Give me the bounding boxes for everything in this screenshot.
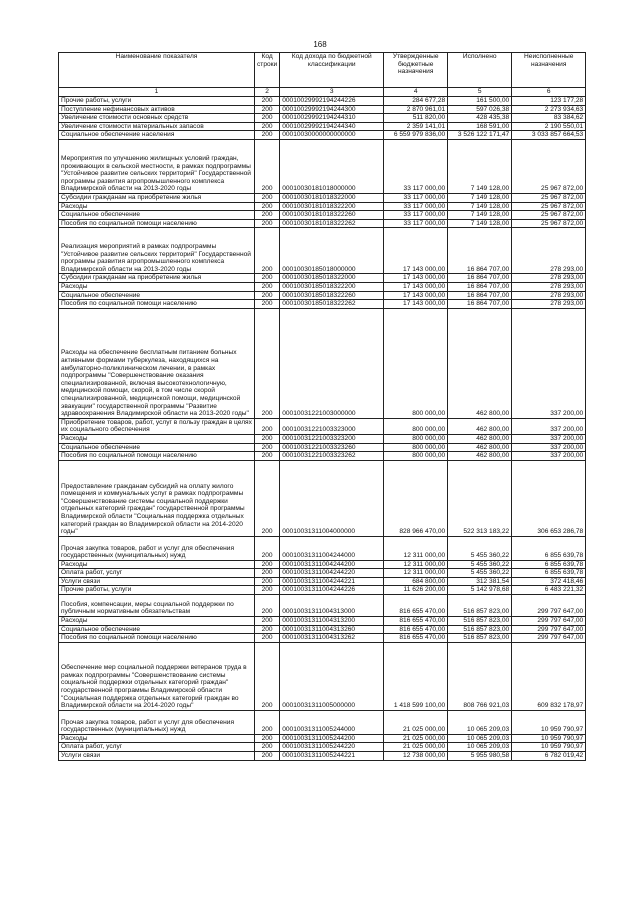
row-approved: 816 655 470,00 bbox=[384, 617, 448, 626]
row-approved: 511 820,00 bbox=[384, 114, 448, 123]
table-body bbox=[59, 97, 586, 761]
row-remaining: 25 967 872,00 bbox=[512, 202, 586, 211]
column-header-remaining: Неисполненные назначения bbox=[512, 53, 586, 88]
row-code: 200 bbox=[255, 202, 280, 211]
row-code: 200 bbox=[255, 560, 280, 569]
row-approved: 816 655 470,00 bbox=[384, 634, 448, 643]
row-approved: 816 655 470,00 bbox=[384, 625, 448, 634]
row-code: 200 bbox=[255, 536, 280, 560]
row-code: 200 bbox=[255, 586, 280, 595]
row-approved: 12 311 000,00 bbox=[384, 560, 448, 569]
row-kbk: 00010031311005244220 bbox=[280, 743, 384, 752]
row-executed: 462 800,00 bbox=[448, 308, 512, 418]
row-kbk: 00010030185018322200 bbox=[280, 282, 384, 291]
row-approved: 33 117 000,00 bbox=[384, 202, 448, 211]
row-name: Социальное обеспечение bbox=[59, 443, 255, 452]
row-remaining: 2 190 550,01 bbox=[512, 122, 586, 131]
row-code: 200 bbox=[255, 114, 280, 123]
row-remaining: 2 273 934,63 bbox=[512, 105, 586, 114]
row-code: 200 bbox=[255, 105, 280, 114]
row-approved: 2 359 141,01 bbox=[384, 122, 448, 131]
table-row bbox=[59, 282, 586, 291]
row-code: 200 bbox=[255, 274, 280, 283]
row-name: Расходы bbox=[59, 282, 255, 291]
row-code: 200 bbox=[255, 452, 280, 461]
row-approved: 17 143 000,00 bbox=[384, 300, 448, 309]
row-executed: 312 381,54 bbox=[448, 577, 512, 586]
row-remaining: 306 653 286,78 bbox=[512, 460, 586, 536]
row-executed: 16 864 707,00 bbox=[448, 274, 512, 283]
row-name: Услуги связи bbox=[59, 577, 255, 586]
row-kbk: 00010030181018322000 bbox=[280, 193, 384, 202]
table-row bbox=[59, 105, 586, 114]
row-name: Расходы на обеспечение бесплатным питанием больных активными формами туберкулеза, находящихся на амбулаторно-поликлиническом лечении, в рамках подпрограммы "Совершенствование оказания специализированной, включая высокотехнологичную, медицинской помощи, скорой, в том числе скорой специализированной, медицинской помощи, медицинской эвакуации" государственной программы "Развитие здравоохранения Владимирской области на 2013-2020 годы" bbox=[59, 308, 255, 418]
row-executed: 3 526 122 171,47 bbox=[448, 131, 512, 140]
row-approved: 33 117 000,00 bbox=[384, 211, 448, 220]
row-executed: 16 864 707,00 bbox=[448, 228, 512, 274]
row-kbk: 00010031311005244221 bbox=[280, 752, 384, 761]
row-approved: 11 626 200,00 bbox=[384, 586, 448, 595]
row-approved: 1 418 599 100,00 bbox=[384, 642, 448, 710]
row-kbk: 00010031221003323260 bbox=[280, 443, 384, 452]
table-row bbox=[59, 308, 586, 418]
row-code: 200 bbox=[255, 131, 280, 140]
row-kbk: 00010031311004313200 bbox=[280, 617, 384, 626]
row-approved: 800 000,00 bbox=[384, 308, 448, 418]
row-code: 200 bbox=[255, 193, 280, 202]
row-remaining: 337 200,00 bbox=[512, 443, 586, 452]
row-remaining: 278 293,00 bbox=[512, 274, 586, 283]
row-code: 200 bbox=[255, 228, 280, 274]
row-kbk: 00010030185018000000 bbox=[280, 228, 384, 274]
row-name: Поступление нефинансовых активов bbox=[59, 105, 255, 114]
row-executed: 5 955 980,58 bbox=[448, 752, 512, 761]
row-remaining: 278 293,00 bbox=[512, 300, 586, 309]
row-remaining: 278 293,00 bbox=[512, 291, 586, 300]
row-executed: 5 455 360,22 bbox=[448, 560, 512, 569]
row-executed: 10 065 209,03 bbox=[448, 710, 512, 734]
row-executed: 168 591,00 bbox=[448, 122, 512, 131]
row-kbk: 00010031221003000000 bbox=[280, 308, 384, 418]
row-remaining: 278 293,00 bbox=[512, 228, 586, 274]
row-code: 200 bbox=[255, 443, 280, 452]
row-code: 200 bbox=[255, 97, 280, 106]
row-executed: 10 065 209,03 bbox=[448, 734, 512, 743]
table-row bbox=[59, 434, 586, 443]
row-kbk: 00010029992194244300 bbox=[280, 105, 384, 114]
row-remaining: 337 200,00 bbox=[512, 418, 586, 434]
row-code: 200 bbox=[255, 734, 280, 743]
row-name: Оплата работ, услуг bbox=[59, 569, 255, 578]
row-remaining: 10 959 790,97 bbox=[512, 734, 586, 743]
row-name: Оплата работ, услуг bbox=[59, 743, 255, 752]
budget-report-table bbox=[58, 52, 586, 761]
row-kbk: 00010031311004244221 bbox=[280, 577, 384, 586]
row-remaining: 123 177,28 bbox=[512, 97, 586, 106]
row-kbk: 00010031311005244000 bbox=[280, 710, 384, 734]
table-row bbox=[59, 569, 586, 578]
row-executed: 16 864 707,00 bbox=[448, 282, 512, 291]
row-approved: 800 000,00 bbox=[384, 418, 448, 434]
table-row bbox=[59, 452, 586, 461]
row-code: 200 bbox=[255, 460, 280, 536]
row-name: Социальное обеспечение населения bbox=[59, 131, 255, 140]
row-name: Услуги связи bbox=[59, 752, 255, 761]
row-approved: 12 311 000,00 bbox=[384, 569, 448, 578]
row-kbk: 00010031311004313262 bbox=[280, 634, 384, 643]
row-name: Социальное обеспечение bbox=[59, 291, 255, 300]
row-approved: 33 117 000,00 bbox=[384, 219, 448, 228]
row-name: Пособия по социальной помощи населению bbox=[59, 300, 255, 309]
row-code: 200 bbox=[255, 710, 280, 734]
row-approved: 21 025 000,00 bbox=[384, 743, 448, 752]
row-executed: 516 857 823,00 bbox=[448, 617, 512, 626]
column-header-kbk: Код дохода по бюджетной классификации bbox=[280, 53, 384, 88]
row-approved: 800 000,00 bbox=[384, 434, 448, 443]
row-remaining: 10 959 790,97 bbox=[512, 743, 586, 752]
row-kbk: 00010031311004244000 bbox=[280, 536, 384, 560]
row-executed: 161 500,00 bbox=[448, 97, 512, 106]
row-code: 200 bbox=[255, 139, 280, 193]
table-row bbox=[59, 122, 586, 131]
column-number: 2 bbox=[255, 88, 280, 97]
row-code: 200 bbox=[255, 634, 280, 643]
table-row bbox=[59, 734, 586, 743]
row-executed: 516 857 823,00 bbox=[448, 625, 512, 634]
row-remaining: 6 483 221,32 bbox=[512, 586, 586, 595]
table-row bbox=[59, 586, 586, 595]
row-kbk: 00010029992194244226 bbox=[280, 97, 384, 106]
row-kbk: 00010030185018322262 bbox=[280, 300, 384, 309]
row-executed: 7 149 128,00 bbox=[448, 211, 512, 220]
column-header-executed: Исполнено bbox=[448, 53, 512, 88]
row-kbk: 00010031221003323200 bbox=[280, 434, 384, 443]
table-row bbox=[59, 418, 586, 434]
row-code: 200 bbox=[255, 569, 280, 578]
row-name: Социальное обеспечение bbox=[59, 625, 255, 634]
row-name: Расходы bbox=[59, 734, 255, 743]
row-code: 200 bbox=[255, 122, 280, 131]
row-executed: 10 065 209,03 bbox=[448, 743, 512, 752]
row-kbk: 00010030185018322260 bbox=[280, 291, 384, 300]
column-header-code: Код строки bbox=[255, 53, 280, 88]
row-approved: 284 677,28 bbox=[384, 97, 448, 106]
table-row bbox=[59, 752, 586, 761]
row-executed: 597 026,38 bbox=[448, 105, 512, 114]
table-row bbox=[59, 710, 586, 734]
table-row bbox=[59, 228, 586, 274]
row-kbk: 00010031311005244200 bbox=[280, 734, 384, 743]
row-name: Социальное обеспечение bbox=[59, 211, 255, 220]
column-number: 4 bbox=[384, 88, 448, 97]
row-kbk: 00010031221003323262 bbox=[280, 452, 384, 461]
row-kbk: 00010030181018322200 bbox=[280, 202, 384, 211]
row-approved: 800 000,00 bbox=[384, 443, 448, 452]
row-code: 200 bbox=[255, 625, 280, 634]
row-kbk: 00010030185018322000 bbox=[280, 274, 384, 283]
row-executed: 7 149 128,00 bbox=[448, 219, 512, 228]
row-approved: 828 966 470,00 bbox=[384, 460, 448, 536]
row-code: 200 bbox=[255, 211, 280, 220]
row-remaining: 25 967 872,00 bbox=[512, 211, 586, 220]
table-header-row bbox=[59, 53, 586, 88]
row-name: Субсидии гражданам на приобретение жилья bbox=[59, 193, 255, 202]
row-remaining: 83 384,62 bbox=[512, 114, 586, 123]
row-kbk: 00010029992194244310 bbox=[280, 114, 384, 123]
row-kbk: 00010030181018322262 bbox=[280, 219, 384, 228]
row-remaining: 372 418,46 bbox=[512, 577, 586, 586]
row-approved: 17 143 000,00 bbox=[384, 291, 448, 300]
row-name: Пособия по социальной помощи населению bbox=[59, 452, 255, 461]
row-kbk: 00010030181018000000 bbox=[280, 139, 384, 193]
row-remaining: 6 855 639,78 bbox=[512, 569, 586, 578]
row-remaining: 299 797 647,00 bbox=[512, 617, 586, 626]
row-executed: 462 800,00 bbox=[448, 443, 512, 452]
table-row bbox=[59, 560, 586, 569]
row-kbk: 00010030000000000000 bbox=[280, 131, 384, 140]
row-code: 200 bbox=[255, 577, 280, 586]
column-number: 5 bbox=[448, 88, 512, 97]
column-number: 3 bbox=[280, 88, 384, 97]
row-name: Прочая закупка товаров, работ и услуг для обеспечения государственных (муниципальных) нужд bbox=[59, 710, 255, 734]
row-name: Субсидии гражданам на приобретение жилья bbox=[59, 274, 255, 283]
row-name: Расходы bbox=[59, 560, 255, 569]
table-row bbox=[59, 202, 586, 211]
row-remaining: 25 967 872,00 bbox=[512, 139, 586, 193]
table-row bbox=[59, 577, 586, 586]
row-executed: 7 149 128,00 bbox=[448, 139, 512, 193]
row-executed: 516 857 823,00 bbox=[448, 595, 512, 617]
page-number: 168 bbox=[313, 40, 327, 49]
row-code: 200 bbox=[255, 617, 280, 626]
row-executed: 522 313 183,22 bbox=[448, 460, 512, 536]
row-remaining: 609 832 178,97 bbox=[512, 642, 586, 710]
row-remaining: 25 967 872,00 bbox=[512, 193, 586, 202]
row-kbk: 00010029992194244340 bbox=[280, 122, 384, 131]
row-remaining: 3 033 857 664,53 bbox=[512, 131, 586, 140]
row-name: Расходы bbox=[59, 617, 255, 626]
row-approved: 33 117 000,00 bbox=[384, 193, 448, 202]
row-kbk: 00010031311004244226 bbox=[280, 586, 384, 595]
row-kbk: 00010031311004244220 bbox=[280, 569, 384, 578]
row-name: Обеспечение мер социальной поддержки ветеранов труда в рамках подпрограммы "Совершенствование системы социальной поддержки отдельных категорий граждан" государственной программы Владимирской области "Социальная поддержка отдельных категорий граждан во Владимирской области на 2014-2020 годы" bbox=[59, 642, 255, 710]
table-row bbox=[59, 193, 586, 202]
column-numbers-row bbox=[59, 88, 586, 97]
row-approved: 2 870 961,01 bbox=[384, 105, 448, 114]
table-row bbox=[59, 460, 586, 536]
row-approved: 6 559 979 836,00 bbox=[384, 131, 448, 140]
row-executed: 16 864 707,00 bbox=[448, 300, 512, 309]
row-executed: 516 857 823,00 bbox=[448, 634, 512, 643]
row-code: 200 bbox=[255, 219, 280, 228]
row-remaining: 337 200,00 bbox=[512, 308, 586, 418]
row-kbk: 00010031311004313260 bbox=[280, 625, 384, 634]
row-remaining: 299 797 647,00 bbox=[512, 634, 586, 643]
table-row bbox=[59, 291, 586, 300]
row-executed: 5 142 978,68 bbox=[448, 586, 512, 595]
row-remaining: 6 855 639,78 bbox=[512, 536, 586, 560]
row-executed: 7 149 128,00 bbox=[448, 202, 512, 211]
row-name: Предоставление гражданам субсидий на оплату жилого помещения и коммунальных услуг в рамках подпрограммы "Совершенствование системы социальной поддержки отдельных категорий граждан" государственной программы Владимирской области "Социальная поддержка отдельных категорий граждан во Владимирской области на 2014-2020 годы" bbox=[59, 460, 255, 536]
row-remaining: 299 797 647,00 bbox=[512, 595, 586, 617]
row-name: Пособия, компенсации, меры социальной поддержки по публичным нормативным обязательствам bbox=[59, 595, 255, 617]
row-executed: 462 800,00 bbox=[448, 418, 512, 434]
row-approved: 12 738 000,00 bbox=[384, 752, 448, 761]
column-number: 6 bbox=[512, 88, 586, 97]
row-executed: 462 800,00 bbox=[448, 434, 512, 443]
row-name: Увеличение стоимости основных средств bbox=[59, 114, 255, 123]
row-name: Прочие работы, услуги bbox=[59, 97, 255, 106]
row-code: 200 bbox=[255, 418, 280, 434]
row-kbk: 00010030181018322260 bbox=[280, 211, 384, 220]
table-row bbox=[59, 443, 586, 452]
row-remaining: 299 797 647,00 bbox=[512, 625, 586, 634]
row-executed: 5 455 360,22 bbox=[448, 536, 512, 560]
row-approved: 12 311 000,00 bbox=[384, 536, 448, 560]
row-code: 200 bbox=[255, 434, 280, 443]
row-name: Расходы bbox=[59, 202, 255, 211]
row-name: Пособия по социальной помощи населению bbox=[59, 634, 255, 643]
table-row bbox=[59, 114, 586, 123]
row-code: 200 bbox=[255, 743, 280, 752]
table-row bbox=[59, 274, 586, 283]
row-executed: 428 435,38 bbox=[448, 114, 512, 123]
table-row bbox=[59, 97, 586, 106]
row-executed: 462 800,00 bbox=[448, 452, 512, 461]
row-kbk: 00010031311005000000 bbox=[280, 642, 384, 710]
column-header-name: Наименование показателя bbox=[59, 53, 255, 88]
row-name: Приобретение товаров, работ, услуг в пользу граждан в целях их социального обеспечения bbox=[59, 418, 255, 434]
row-name: Прочие работы, услуги bbox=[59, 586, 255, 595]
row-code: 200 bbox=[255, 308, 280, 418]
row-remaining: 337 200,00 bbox=[512, 452, 586, 461]
row-approved: 17 143 000,00 bbox=[384, 274, 448, 283]
row-code: 200 bbox=[255, 300, 280, 309]
row-kbk: 00010031221003323000 bbox=[280, 418, 384, 434]
row-approved: 21 025 000,00 bbox=[384, 734, 448, 743]
row-executed: 808 766 921,03 bbox=[448, 642, 512, 710]
row-name: Увеличение стоимости материальных запасов bbox=[59, 122, 255, 131]
row-name: Реализация мероприятий в рамках подпрограммы "Устойчивое развитие сельских территорий" Государственной программы развития агропромышленного комплекса Владимирской области на 2013-2020 годы bbox=[59, 228, 255, 274]
table-row bbox=[59, 536, 586, 560]
table-row bbox=[59, 642, 586, 710]
table-row bbox=[59, 595, 586, 617]
table-row bbox=[59, 625, 586, 634]
row-approved: 816 655 470,00 bbox=[384, 595, 448, 617]
row-approved: 684 800,00 bbox=[384, 577, 448, 586]
table-row bbox=[59, 617, 586, 626]
table-row bbox=[59, 743, 586, 752]
column-header-approved: Утвержденные бюджетные назначения bbox=[384, 53, 448, 88]
table-row bbox=[59, 131, 586, 140]
row-code: 200 bbox=[255, 595, 280, 617]
table-row bbox=[59, 211, 586, 220]
row-executed: 16 864 707,00 bbox=[448, 291, 512, 300]
row-remaining: 25 967 872,00 bbox=[512, 219, 586, 228]
row-kbk: 00010031311004313000 bbox=[280, 595, 384, 617]
row-name: Пособия по социальной помощи населению bbox=[59, 219, 255, 228]
row-code: 200 bbox=[255, 642, 280, 710]
row-kbk: 00010031311004244200 bbox=[280, 560, 384, 569]
row-remaining: 337 200,00 bbox=[512, 434, 586, 443]
row-code: 200 bbox=[255, 752, 280, 761]
column-number: 1 bbox=[59, 88, 255, 97]
table-row bbox=[59, 634, 586, 643]
row-remaining: 10 959 790,97 bbox=[512, 710, 586, 734]
row-remaining: 278 293,00 bbox=[512, 282, 586, 291]
row-approved: 21 025 000,00 bbox=[384, 710, 448, 734]
row-approved: 17 143 000,00 bbox=[384, 282, 448, 291]
table-row bbox=[59, 139, 586, 193]
row-approved: 33 117 000,00 bbox=[384, 139, 448, 193]
row-name: Мероприятия по улучшению жилищных условий граждан, проживающих в сельской местности, в рамках подпрограммы "Устойчивое развитие сельских территорий" Государственной программы развития агропромышленного комплекса Владимирской области на 2013-2020 годы bbox=[59, 139, 255, 193]
row-remaining: 6 855 639,78 bbox=[512, 560, 586, 569]
row-code: 200 bbox=[255, 291, 280, 300]
row-approved: 17 143 000,00 bbox=[384, 228, 448, 274]
row-name: Прочая закупка товаров, работ и услуг для обеспечения государственных (муниципальных) нужд bbox=[59, 536, 255, 560]
row-kbk: 00010031311004000000 bbox=[280, 460, 384, 536]
table-row bbox=[59, 300, 586, 309]
table-row bbox=[59, 219, 586, 228]
row-executed: 7 149 128,00 bbox=[448, 193, 512, 202]
row-approved: 800 000,00 bbox=[384, 452, 448, 461]
row-code: 200 bbox=[255, 282, 280, 291]
row-name: Расходы bbox=[59, 434, 255, 443]
row-remaining: 6 782 019,42 bbox=[512, 752, 586, 761]
row-executed: 5 455 360,22 bbox=[448, 569, 512, 578]
